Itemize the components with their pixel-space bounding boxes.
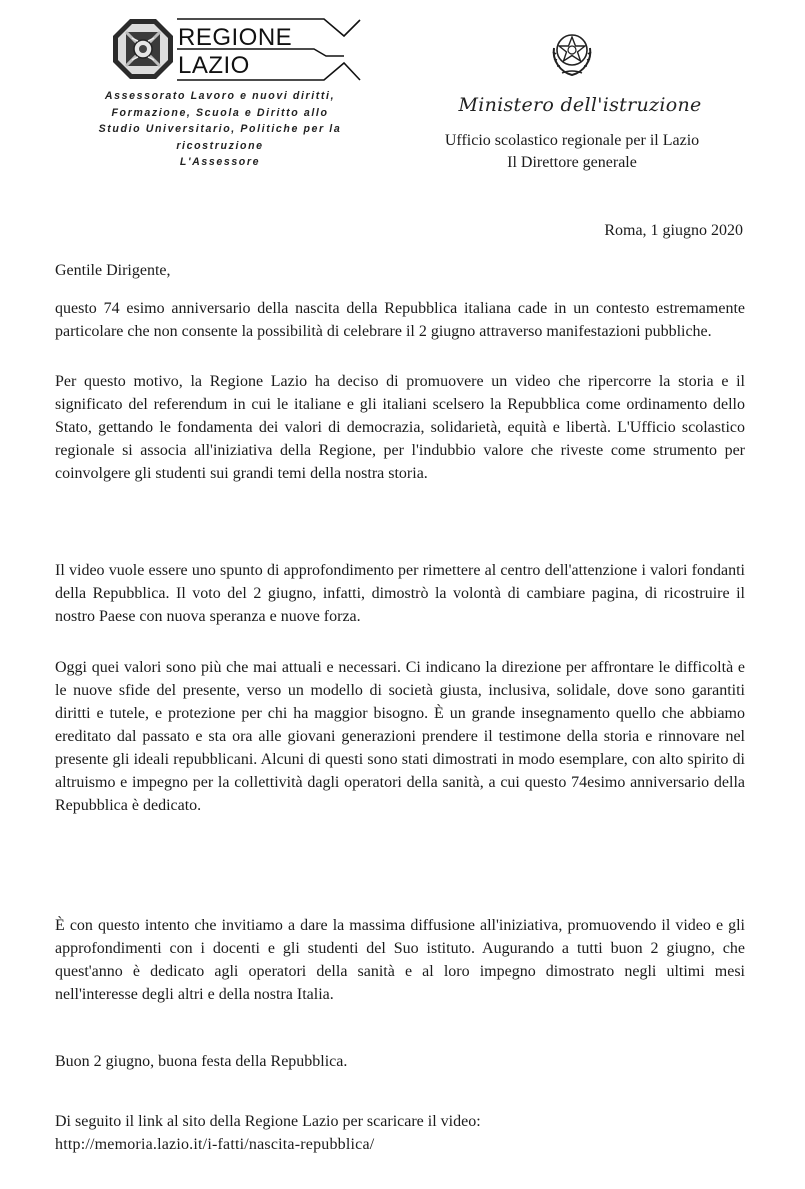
salutation: Gentile Dirigente, [55,262,171,279]
link-intro: Di seguito il link al sito della Regione Lazio per scaricare il video: [55,1113,481,1130]
ministero-office-line1: Ufficio scolastico regionale per il Lazio [444,132,700,149]
regione-name-line2: LAZIO [178,52,250,79]
paragraph: Per questo motivo, la Regione Lazio ha deciso di promuovere un video che ripercorre la storia e il significato del referendum in cui le italiane e gli italiani scelsero la Repubblica come ordinamento dello Stato, gettando le fondamenta dei valori di democrazia, solidarietà, equità e libertà. L'Ufficio scolastico regionale si associa all'iniziativa della Regione, per l'indubbio valore che riveste come strumento per coinvolgere gli studenti sui grandi temi della nostra storia. [55,373,745,482]
ministero-office-line2: Il Direttore generale [507,154,637,171]
regione-lazio-emblem-icon [112,18,174,80]
paragraph: questo 74 esimo anniversario della nascita della Repubblica italiana cade in un contesto estremamente particolare che non consente la possibilità di celebrare il 2 giugno attraverso manifestazioni pubbliche. [55,300,745,340]
letter-date: Roma, 1 giugno 2020 [604,222,743,239]
ministero-title: Ministero dell'istruzione [458,94,702,116]
regione-name-line1: REGIONE [178,24,293,51]
link-block [55,1110,745,1156]
regione-office-line: Studio Universitario, Politiche per la [98,123,342,135]
regione-office-line: L'Assessore [179,156,261,168]
italian-republic-emblem-icon [548,26,596,78]
paragraph: È con questo intento che invitiamo a dare la massima diffusione all'iniziativa, promuovendo il video e gli approfondimenti con i docenti e gli studenti del Suo istituto. Augurando a tutti buon 2 giugno, che quest'anno è dedicato agli operatori della sanità e al loro impegno dimostrato negli ultimi mesi nell'interesse degli altri e della nostra Italia. [55,917,745,1003]
ministero-office-block [402,130,742,174]
regione-office-line: ricostruzione [176,139,264,152]
regione-office-block [50,88,390,171]
video-link[interactable]: http://memoria.lazio.it/i-fatti/nascita-repubblica/ [55,1136,375,1153]
paragraph: Oggi quei valori sono più che mai attuali e necessari. Ci indicano la direzione per affrontare le difficoltà e le nuove sfide del presente, verso un modello di società giusta, inclusiva, solidale, dove sono garantiti diritti e tutele, e protezione per chi ha maggior bisogno. È un grande insegnamento quello che abbiamo ereditato dal passato e sta ora alle giovani generazioni prendere il testimone della storia e rinnovare nel presente gli ideali repubblicani. Alcuni di questi sono stati dimostrati in modo esemplare, con alto spirito di altruismo e impegno per la collettività dagli operatori della sanità, a cui questo 74esimo anniversario della Repubblica è dedicato. [55,659,745,814]
regione-office-line: Formazione, Scuola e Diritto allo [111,106,329,119]
paragraph: Il video vuole essere uno spunto di approfondimento per rimettere al centro dell'attenzione i valori fondanti della Repubblica. Il voto del 2 giugno, infatti, dimostrò la volontà di cambiare pagina, di ricostruire il nostro Paese con nuova speranza e nuove forza. [55,562,745,625]
regione-office-line: Assessorato Lavoro e nuovi diritti, [104,90,336,102]
closing-greeting: Buon 2 giugno, buona festa della Repubblica. [55,1053,348,1070]
regione-lazio-logo [112,18,362,82]
